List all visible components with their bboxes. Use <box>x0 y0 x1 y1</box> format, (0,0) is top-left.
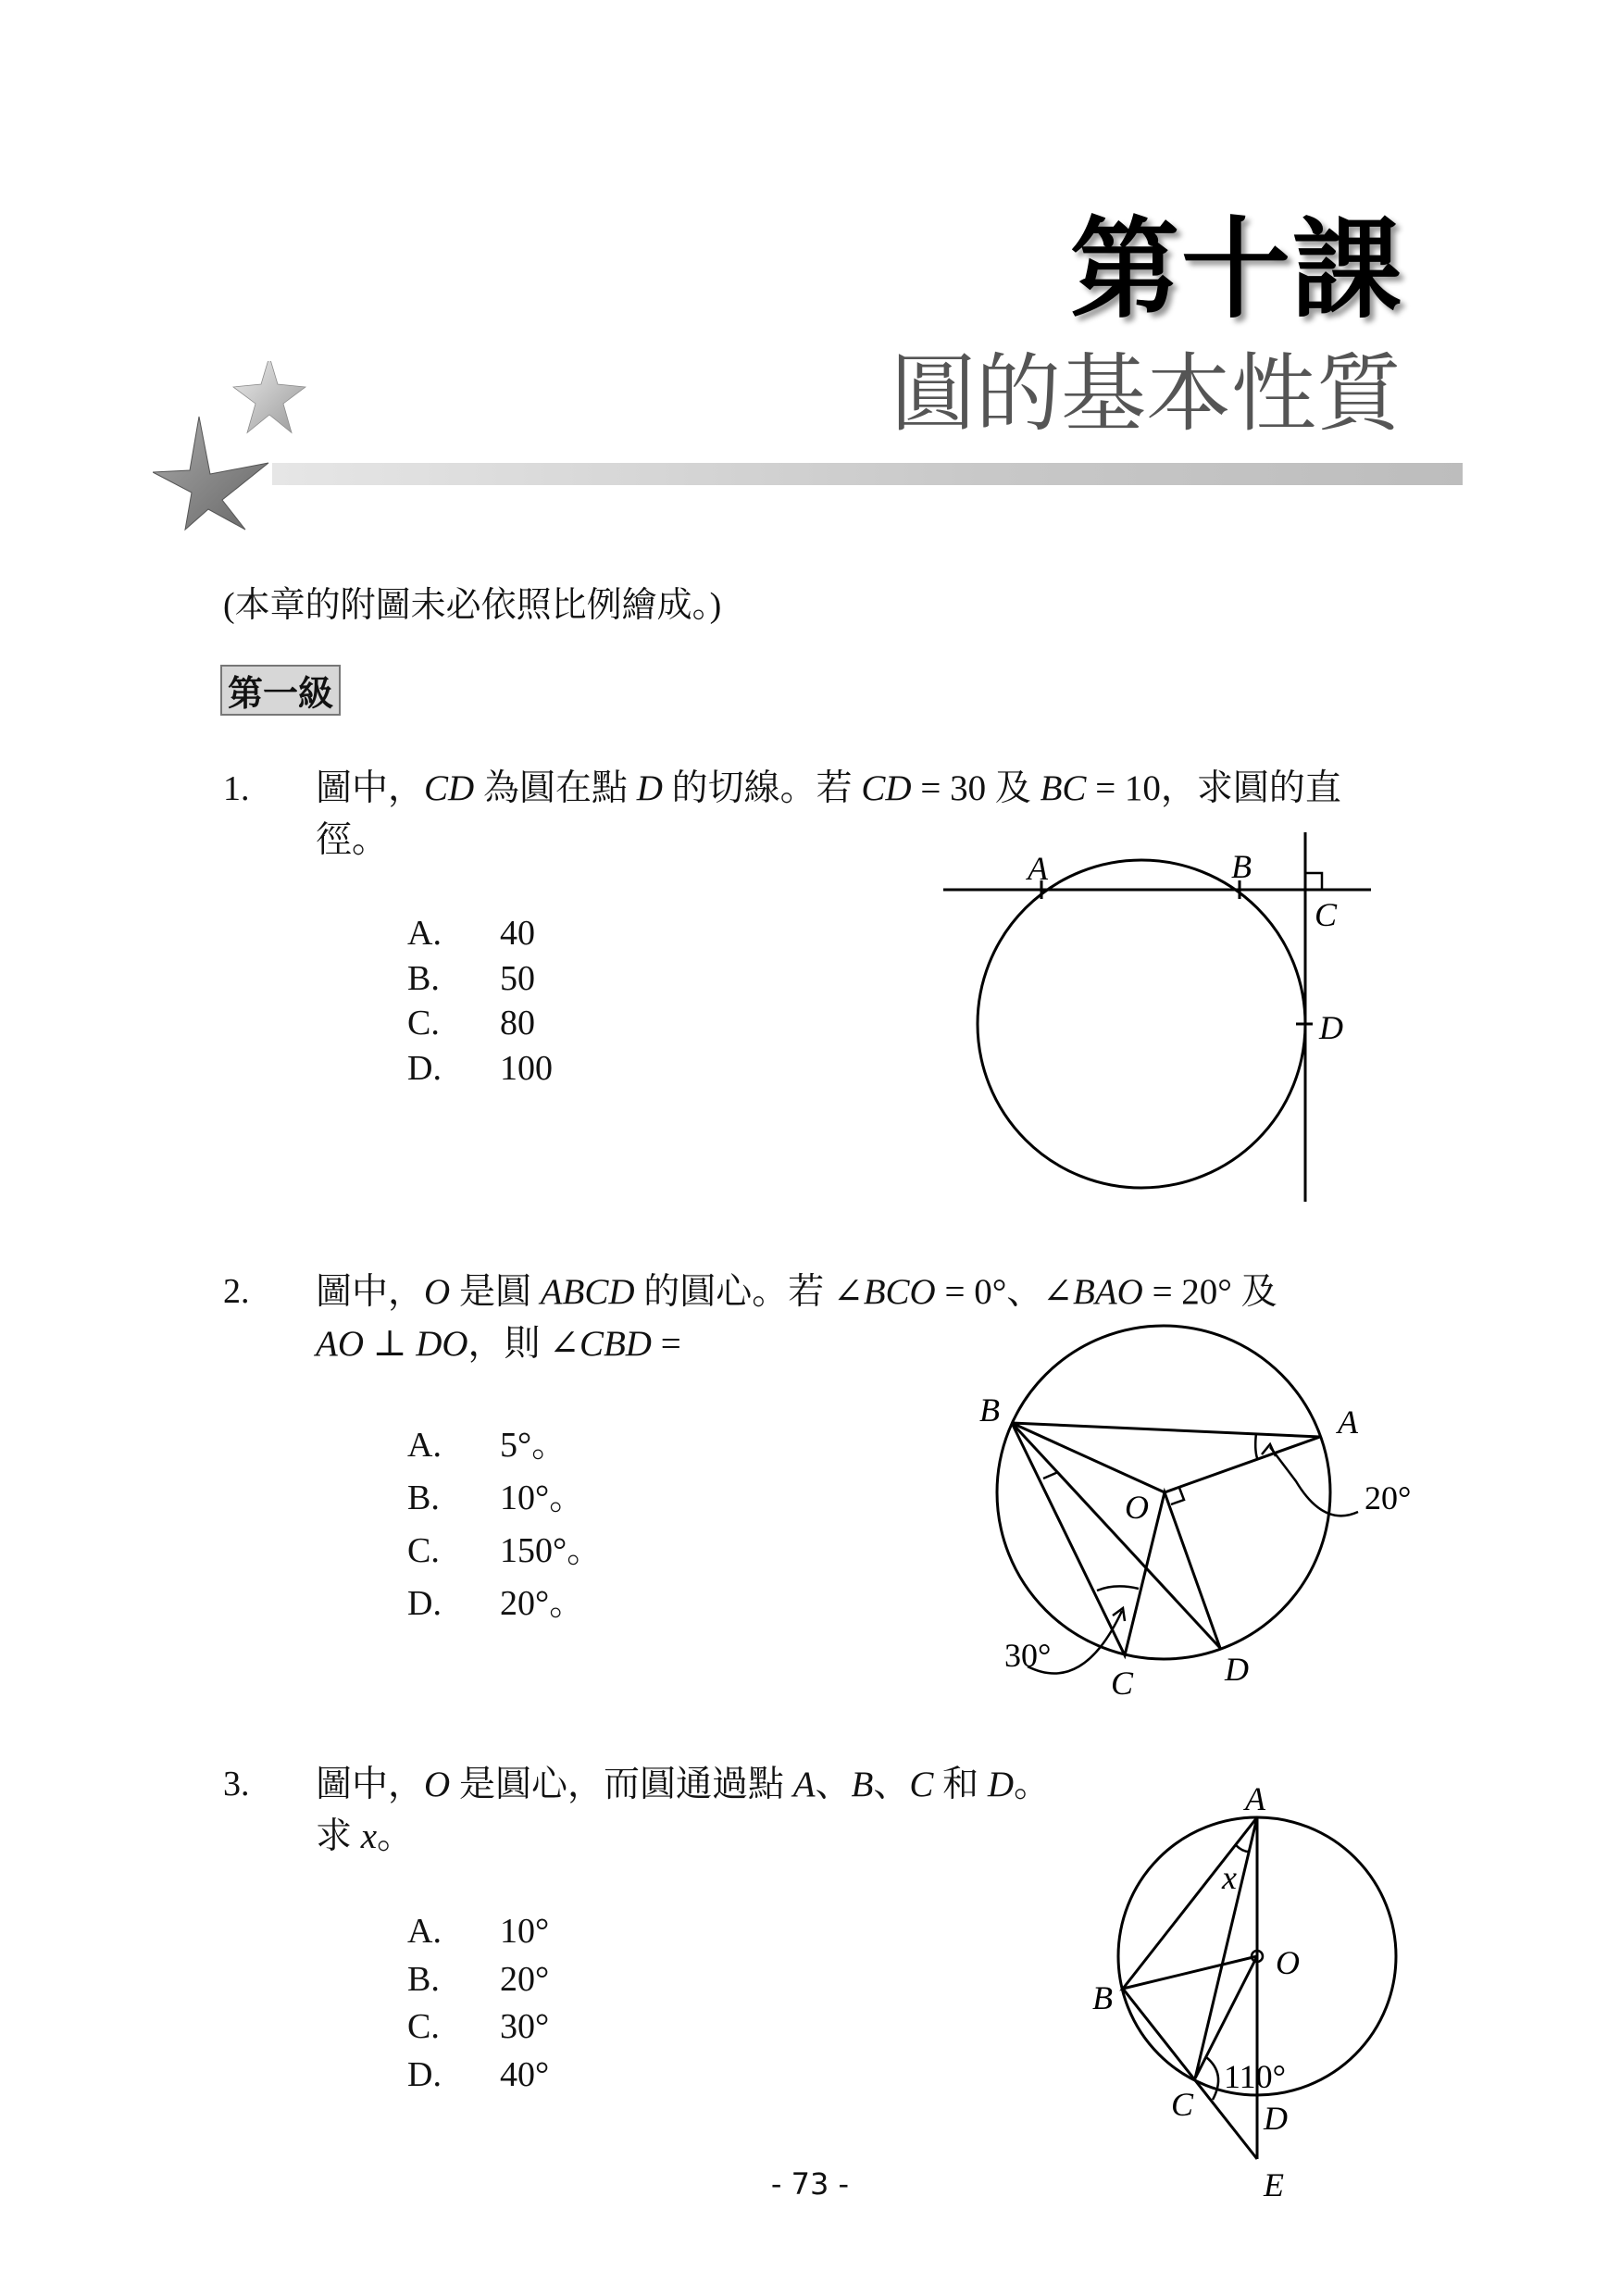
text: 、 <box>873 1765 910 1804</box>
text: CD <box>424 768 475 808</box>
label-e: E <box>1264 2166 1284 2203</box>
text: BAO <box>1073 1272 1143 1312</box>
text: ⊥ <box>364 1324 417 1364</box>
text: 求 <box>316 1816 361 1856</box>
text: 的切線。若 <box>662 768 862 808</box>
text: DO <box>416 1324 468 1364</box>
option-value: 30° <box>500 2007 550 2046</box>
option-letter: D. <box>407 2054 442 2094</box>
text: B <box>851 1765 874 1804</box>
text: 圖中， <box>316 1272 425 1312</box>
label-a: A <box>1338 1404 1358 1441</box>
option-value: 10° <box>500 1912 550 1951</box>
option-value: 150°。 <box>500 1531 603 1570</box>
text: = 0°、∠ <box>935 1272 1073 1312</box>
option-value: 50 <box>500 958 535 998</box>
option-value: 10°。 <box>500 1479 585 1517</box>
text: A <box>792 1765 816 1804</box>
option-letter: D. <box>407 1584 442 1623</box>
option-letter: B. <box>407 1479 440 1517</box>
text: 徑。 <box>316 820 389 860</box>
angle-arc-110 <box>1206 2057 1218 2100</box>
text: 和 <box>933 1765 988 1804</box>
option-letter: D. <box>407 1048 442 1088</box>
text: = 20° 及 <box>1142 1272 1277 1312</box>
text: = <box>651 1324 681 1364</box>
text: 的圓心。若 ∠ <box>634 1272 864 1312</box>
label-c: C <box>1315 896 1338 933</box>
option-value: 100 <box>500 1048 553 1088</box>
option-letter: A. <box>407 1426 442 1465</box>
text: 圖中， <box>316 768 425 808</box>
text: C <box>909 1765 934 1804</box>
text: AO <box>316 1324 364 1364</box>
angle-label-c: 30° <box>1004 1637 1052 1674</box>
text: = 30 及 <box>911 768 1041 808</box>
label-d: D <box>1319 1009 1343 1046</box>
lesson-subtitle: 圓的基本性質 <box>890 344 1402 443</box>
question-3-number: 3. <box>223 1765 250 1803</box>
text: 。 <box>377 1816 414 1856</box>
text: 。 <box>1014 1765 1051 1804</box>
text: ABCD <box>540 1272 635 1312</box>
text: 是圓心，而圓通過點 <box>450 1765 793 1804</box>
label-d: D <box>1264 2100 1288 2137</box>
level-badge: 第一級 <box>220 665 341 716</box>
option-value: 40 <box>500 914 535 953</box>
label-o: O <box>1125 1489 1149 1526</box>
text: CD <box>861 768 912 808</box>
label-b: B <box>1092 1979 1113 2016</box>
label-o: O <box>1276 1944 1300 1981</box>
option-value: 20° <box>500 1959 550 1999</box>
label-c: C <box>1111 1665 1134 1702</box>
option-value: 80 <box>500 1004 535 1042</box>
label-c: C <box>1171 2086 1194 2123</box>
option-letter: B. <box>407 1959 440 1999</box>
angle-label-110: 110° <box>1224 2058 1287 2095</box>
label-x: x <box>1222 1859 1237 1896</box>
label-b: B <box>1231 848 1252 885</box>
option-letter: C. <box>407 1004 440 1042</box>
text: O <box>424 1272 451 1312</box>
text: 是圓 <box>450 1272 541 1312</box>
text: D <box>987 1765 1015 1804</box>
text: x <box>360 1816 378 1856</box>
option-value: 5°。 <box>500 1426 567 1465</box>
label-a: A <box>1028 850 1048 887</box>
option-letter: A. <box>407 914 442 953</box>
label-d: D <box>1225 1651 1249 1688</box>
lesson-title: 第十課 <box>1069 210 1403 331</box>
option-letter: A. <box>407 1912 442 1951</box>
text: = 10，求圓的直 <box>1086 768 1341 808</box>
text: 為圓在點 <box>474 768 637 808</box>
label-b: B <box>979 1391 1000 1429</box>
text: ，則 ∠ <box>467 1324 579 1364</box>
text: CBD <box>579 1324 652 1364</box>
page-number: - 73 - <box>770 2166 850 2202</box>
question-1-number: 1. <box>223 769 250 808</box>
option-letter: C. <box>407 2007 440 2046</box>
text: D <box>636 768 663 808</box>
text: 圖中， <box>316 1765 425 1804</box>
angle-label-a: 20° <box>1365 1479 1412 1516</box>
option-value: 40° <box>500 2054 550 2094</box>
question-2-number: 2. <box>223 1272 250 1311</box>
option-letter: C. <box>407 1531 440 1570</box>
text: BC <box>1040 768 1087 808</box>
option-value: 20°。 <box>500 1584 585 1623</box>
label-a: A <box>1245 1780 1265 1817</box>
text: O <box>424 1765 451 1804</box>
figure-scale-note: (本章的附圖未必依照比例繪成。) <box>223 586 722 625</box>
option-letter: B. <box>407 958 440 998</box>
text: 、 <box>815 1765 852 1804</box>
text: BCO <box>863 1272 936 1312</box>
angle-arc-x <box>1236 1845 1249 1852</box>
